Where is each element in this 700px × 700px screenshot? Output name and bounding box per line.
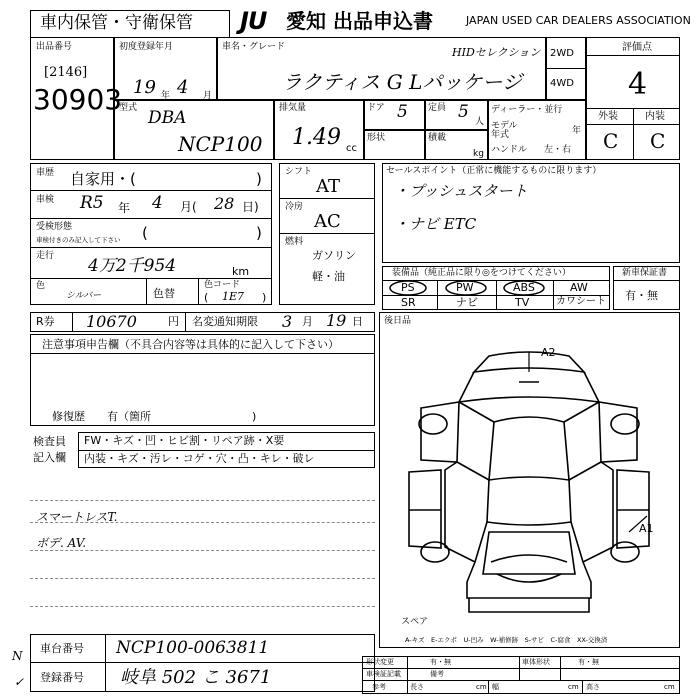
repair-close: ) xyxy=(252,410,257,423)
shift-label: シフト xyxy=(285,167,313,177)
color-code-label: 色コード xyxy=(204,280,241,290)
association-name: JAPAN USED CAR DEALERS ASSOCIATION xyxy=(466,14,691,27)
plate-check: ✓ xyxy=(14,675,25,689)
width-label: 幅 xyxy=(492,683,499,691)
car-name-label: 車名・グレード xyxy=(222,42,286,52)
abs-circle xyxy=(504,281,544,295)
drive-4wd: 4WD xyxy=(550,78,574,89)
shift-value: AT xyxy=(316,176,341,197)
rating-label: 評価点 xyxy=(622,42,652,53)
form-change-opts: 有・無 xyxy=(430,658,451,666)
int-score: C xyxy=(650,129,666,153)
lot-label: 出品番号 xyxy=(36,42,73,52)
reg-month-unit: 月 xyxy=(203,91,213,101)
lot-code: [2146] xyxy=(44,65,88,80)
model-code: NCP100 xyxy=(178,132,263,156)
inspector-label-1: 検査員 xyxy=(33,435,66,448)
ext-label: 外装 xyxy=(598,111,618,122)
load-unit: kg xyxy=(473,149,484,159)
sales-label: セールスポイント（正常に機能するものに限ります） xyxy=(386,166,602,176)
inspector-int-row: 内装・キズ・汚レ・コゲ・穴・凸・キレ・破レ xyxy=(84,452,315,465)
ps-circle xyxy=(390,281,426,295)
color-code: 1E7 xyxy=(222,290,245,303)
reg-year-unit: 年 xyxy=(161,91,171,101)
capacity-label: 定員 xyxy=(428,103,447,113)
name-change-month: 3 xyxy=(282,312,293,331)
inspector-fw-row: FW・キズ・凹・ヒビ割・リペア跡・X要 xyxy=(84,434,285,447)
equip-leather: カワシート xyxy=(556,296,606,307)
displacement-label: 排気量 xyxy=(279,103,307,113)
dealer-year-label: 年式 xyxy=(491,130,510,140)
ext-score: C xyxy=(603,129,619,153)
color-change-label: 色替 xyxy=(153,287,175,300)
cert-label: 車検証記載 xyxy=(366,670,401,678)
chassis-value: NCP100-0063811 xyxy=(116,638,270,658)
ref-label: 参考 xyxy=(372,683,386,691)
form-change-label: 形状変更 xyxy=(366,658,394,666)
recycle-label: R券 xyxy=(36,315,55,328)
fuel-gas: ガソリン xyxy=(312,249,356,262)
ju-logo: JU xyxy=(240,7,267,35)
equip-tv: TV xyxy=(515,296,530,309)
doors-value: 5 xyxy=(397,102,408,122)
width-unit: cm xyxy=(568,683,579,691)
history-close: ) xyxy=(256,170,262,188)
color-label: 色 xyxy=(36,281,46,291)
warranty-opts: 有・無 xyxy=(625,289,658,302)
color-code-close: ) xyxy=(262,291,267,304)
mileage-label: 走行 xyxy=(36,251,55,261)
length-unit: cm xyxy=(476,683,487,691)
history-value: 自家用・( xyxy=(70,170,136,188)
inspector-label-2: 記入欄 xyxy=(33,451,66,464)
handle-opts: 左・右 xyxy=(544,145,572,155)
doors-label: ドア xyxy=(367,103,385,113)
accept-label: 受検形態 xyxy=(36,222,73,232)
remarks-label: 備考 xyxy=(430,670,444,678)
shaken-year-unit: 年 xyxy=(118,201,131,215)
name-change-day: 19 xyxy=(326,311,347,330)
car-diagram xyxy=(379,312,680,648)
ac-label: 冷房 xyxy=(285,202,304,212)
sales-frame xyxy=(382,163,680,263)
displacement-unit: cc xyxy=(346,143,357,154)
capacity-unit: 人 xyxy=(475,117,485,127)
accept-close: ) xyxy=(256,224,262,242)
hand-note-1: スマートレスT. xyxy=(36,510,118,524)
dealer-year-unit: 年 xyxy=(572,126,582,136)
equip-circles xyxy=(382,266,610,310)
displacement-value: 1.49 xyxy=(292,125,341,150)
shaken-year: 4 xyxy=(152,193,163,213)
equip-aw: AW xyxy=(570,281,588,294)
model-label: 型式 xyxy=(119,103,138,113)
body-type-change-label: 車体形状 xyxy=(522,658,550,666)
shaken-label: 車検 xyxy=(36,195,55,205)
height-unit: cm xyxy=(664,683,675,691)
fuel-light: 軽・油 xyxy=(312,270,345,283)
dealer-label: ディーラー・並行 xyxy=(491,105,563,115)
shape-label: 形状 xyxy=(367,133,386,143)
accept-note: 車検付きのみ記入して下さい xyxy=(36,236,121,244)
handle-label: ハンドル xyxy=(491,145,528,155)
name-change-label: 名変通知期限 xyxy=(192,315,258,328)
damage-a2: A2 xyxy=(541,346,556,359)
recycle-value: 10670 xyxy=(86,312,137,331)
warranty-label: 新車保証書 xyxy=(622,268,668,278)
form-title: 愛知 出品申込書 xyxy=(286,9,433,33)
equip-abs: ABS xyxy=(513,281,535,294)
spare-label: スペア xyxy=(401,617,429,627)
dealer-model-label: モデル xyxy=(491,121,518,131)
reg-year: 19 xyxy=(133,77,156,98)
shaken-era: R5 xyxy=(80,193,104,213)
rating-value: 4 xyxy=(628,67,648,102)
name-change-month-unit: 月 xyxy=(302,315,313,328)
fuel-label: 燃料 xyxy=(285,237,304,247)
mileage-value: 4万2千954 xyxy=(88,256,177,276)
reg-label: 初度登録年月 xyxy=(119,42,174,52)
capacity-value: 5 xyxy=(458,102,469,122)
chassis-label: 車台番号 xyxy=(40,642,84,655)
hand-note-2: ボデ. AV. xyxy=(36,536,87,550)
int-label: 内装 xyxy=(645,111,665,122)
grade-note: HIDセレクション xyxy=(452,46,541,59)
accept-open: ( xyxy=(142,224,148,242)
chassis-check: N xyxy=(12,649,23,663)
name-change-day-unit: 日 xyxy=(352,315,363,328)
history-label: 車歴 xyxy=(36,168,55,178)
mileage-unit: km xyxy=(232,265,250,278)
lot-number: 30903 xyxy=(33,83,123,116)
ac-value: AC xyxy=(314,211,341,232)
damage-a1: A1 xyxy=(639,522,654,535)
length-label: 長さ xyxy=(410,683,424,691)
equip-label: 装備品（純正品に限り◎をつけてください） xyxy=(392,268,571,278)
shaken-day-unit: 日) xyxy=(242,200,259,214)
equip-ps: PS xyxy=(401,281,415,294)
notes-label: 注意事項申告欄（不具合内容等は具体的に記入して下さい） xyxy=(42,338,339,351)
color-value: シルバー xyxy=(66,291,102,301)
shaken-day: 28 xyxy=(214,194,235,213)
equip-navi: ナビ xyxy=(456,296,478,309)
drive-2wd: 2WD xyxy=(550,48,574,59)
pw-circle xyxy=(446,281,486,295)
plate-label: 登録番号 xyxy=(40,671,84,684)
car-name: ラクティス G Lパッケージ xyxy=(282,70,522,94)
repair-history: 修復歴 有（箇所 xyxy=(52,410,151,423)
storage-label: 車内保管・守衛保管 xyxy=(40,13,193,33)
shaken-month-open: 月( xyxy=(180,200,197,214)
reg-month: 4 xyxy=(177,77,189,98)
plate-value: 岐阜 502 こ 3671 xyxy=(120,667,272,688)
equip-sr: SR xyxy=(401,296,416,309)
body-type-change-opts: 有・無 xyxy=(578,658,599,666)
equip-pw: PW xyxy=(456,281,474,294)
height-label: 高さ xyxy=(586,683,600,691)
recycle-unit: 円 xyxy=(168,315,179,328)
load-label: 積載 xyxy=(428,133,447,143)
color-code-open: ( xyxy=(204,291,209,304)
damage-legend: A-キズ E-エクボ U-凹み W-補修跡 S-サビ C-腐食 XX-交換済 xyxy=(405,636,608,644)
model-prefix: DBA xyxy=(148,108,187,128)
sales-line1: ・プッシュスタート xyxy=(394,182,528,200)
sales-line2: ・ナビ ETC xyxy=(394,215,477,233)
rear-items-label: 後日品 xyxy=(384,316,412,326)
